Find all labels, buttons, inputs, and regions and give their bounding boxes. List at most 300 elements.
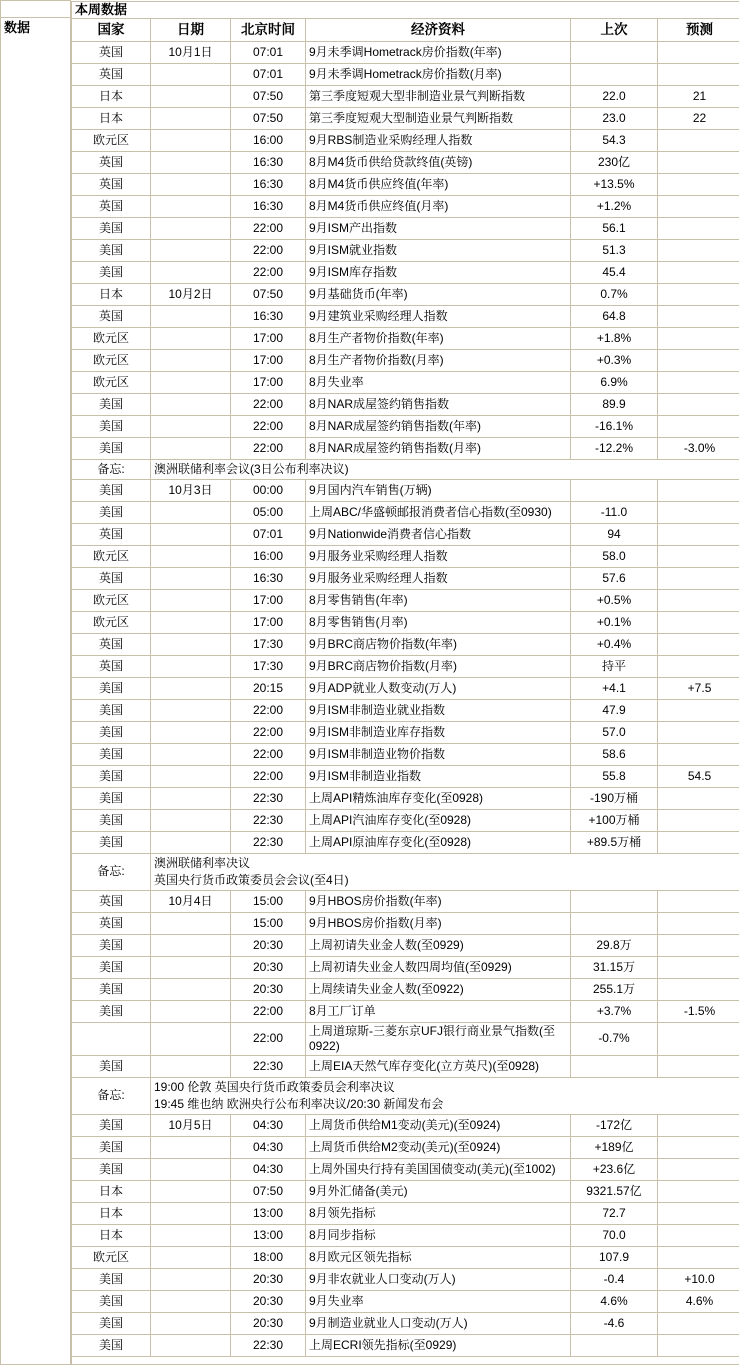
cell-previous: -4.6 [571, 1312, 658, 1334]
cell-event: 9月ADP就业人数变动(万人) [306, 677, 571, 699]
cell-country: 英国 [72, 41, 151, 63]
cell-time: 17:00 [231, 589, 306, 611]
cell-event: 8月生产者物价指数(年率) [306, 327, 571, 349]
cell-previous: -0.4 [571, 1268, 658, 1290]
cell-date [151, 1180, 231, 1202]
cell-date [151, 151, 231, 173]
cell-date [151, 349, 231, 371]
cell-time: 22:00 [231, 743, 306, 765]
table-row [72, 327, 739, 349]
cell-time: 22:30 [231, 1334, 306, 1356]
cell-forecast [658, 195, 739, 217]
cell-date [151, 1000, 231, 1022]
cell-date [151, 677, 231, 699]
memo-line: 19:00 伦敦 英国央行货币政策委员会利率决议 [154, 1079, 738, 1096]
cell-forecast [658, 239, 739, 261]
cell-time: 07:50 [231, 1180, 306, 1202]
cell-event: 8月同步指标 [306, 1224, 571, 1246]
cell-event: 第三季度短观大型制造业景气判断指数 [306, 107, 571, 129]
cell-country: 美国 [72, 1158, 151, 1180]
cell-time: 07:01 [231, 523, 306, 545]
cell-country: 美国 [72, 1000, 151, 1022]
cell-time: 04:30 [231, 1114, 306, 1136]
cell-forecast [658, 743, 739, 765]
memo-text [151, 1077, 739, 1114]
cell-time: 07:01 [231, 41, 306, 63]
cell-time: 22:00 [231, 699, 306, 721]
cell-event: 9月ISM就业指数 [306, 239, 571, 261]
memo-line: 澳洲联储利率决议 [154, 855, 738, 872]
cell-time: 22:00 [231, 239, 306, 261]
cell-time: 18:00 [231, 1246, 306, 1268]
cell-time: 20:30 [231, 1290, 306, 1312]
cell-date [151, 978, 231, 1000]
cell-date [151, 1022, 231, 1055]
cell-previous: +189亿 [571, 1136, 658, 1158]
cell-country: 日本 [72, 107, 151, 129]
cell-time: 22:00 [231, 261, 306, 283]
cell-previous: 56.1 [571, 217, 658, 239]
cell-date [151, 611, 231, 633]
cell-country: 美国 [72, 978, 151, 1000]
cell-event: 9月ISM非制造业库存指数 [306, 721, 571, 743]
cell-event: 上周ABC/华盛顿邮报消费者信心指数(至0930) [306, 501, 571, 523]
cell-previous [571, 1055, 658, 1077]
cell-country: 美国 [72, 1268, 151, 1290]
cell-time: 07:01 [231, 63, 306, 85]
cell-date [151, 523, 231, 545]
cell-previous: 47.9 [571, 699, 658, 721]
cell-time: 17:00 [231, 349, 306, 371]
cell-previous: 255.1万 [571, 978, 658, 1000]
cell-time: 07:50 [231, 85, 306, 107]
table-row [72, 677, 739, 699]
table-row [72, 934, 739, 956]
cell-forecast [658, 589, 739, 611]
cell-date [151, 261, 231, 283]
cell-date [151, 1246, 231, 1268]
table-bottom-filler [72, 1356, 739, 1364]
cell-event: 上周初请失业金人数四周均值(至0929) [306, 956, 571, 978]
cell-event: 9月BRC商店物价指数(月率) [306, 655, 571, 677]
table-row [72, 283, 739, 305]
table-title-row [72, 1, 739, 18]
cell-date [151, 195, 231, 217]
cell-country: 美国 [72, 479, 151, 501]
cell-forecast [658, 393, 739, 415]
cell-event: 8月M4货币供应终值(月率) [306, 195, 571, 217]
table-row [72, 151, 739, 173]
cell-time: 17:00 [231, 371, 306, 393]
cell-previous: -11.0 [571, 501, 658, 523]
cell-forecast [658, 934, 739, 956]
column-header-country: 国家 [72, 18, 151, 41]
cell-forecast [658, 217, 739, 239]
cell-event: 9月Nationwide消费者信心指数 [306, 523, 571, 545]
cell-forecast [658, 1136, 739, 1158]
table-row [72, 567, 739, 589]
cell-event: 9月ISM产出指数 [306, 217, 571, 239]
cell-time: 20:30 [231, 934, 306, 956]
cell-time: 16:30 [231, 195, 306, 217]
cell-forecast [658, 1202, 739, 1224]
cell-previous: 70.0 [571, 1224, 658, 1246]
cell-time: 16:30 [231, 151, 306, 173]
cell-event: 8月失业率 [306, 371, 571, 393]
cell-date [151, 787, 231, 809]
table-row [72, 1334, 739, 1356]
table-row [72, 371, 739, 393]
cell-forecast [658, 415, 739, 437]
cell-country: 英国 [72, 890, 151, 912]
cell-forecast [658, 41, 739, 63]
cell-forecast [658, 655, 739, 677]
cell-country: 美国 [72, 437, 151, 459]
cell-date [151, 721, 231, 743]
cell-event: 8月领先指标 [306, 1202, 571, 1224]
table-row [72, 611, 739, 633]
cell-forecast [658, 978, 739, 1000]
cell-forecast [658, 1158, 739, 1180]
cell-previous: 51.3 [571, 239, 658, 261]
cell-previous: 107.9 [571, 1246, 658, 1268]
cell-forecast: 22 [658, 107, 739, 129]
cell-country: 美国 [72, 699, 151, 721]
cell-forecast [658, 890, 739, 912]
cell-event: 9月HBOS房价指数(年率) [306, 890, 571, 912]
cell-country: 美国 [72, 934, 151, 956]
cell-event: 8月生产者物价指数(月率) [306, 349, 571, 371]
cell-previous: +100万桶 [571, 809, 658, 831]
table-row [72, 1268, 739, 1290]
cell-time: 16:00 [231, 129, 306, 151]
cell-previous: 55.8 [571, 765, 658, 787]
cell-time: 16:00 [231, 545, 306, 567]
cell-forecast [658, 1312, 739, 1334]
cell-forecast [658, 809, 739, 831]
cell-previous: 23.0 [571, 107, 658, 129]
cell-forecast [658, 831, 739, 853]
table-row [72, 1290, 739, 1312]
memo-text [151, 853, 739, 890]
cell-previous: 45.4 [571, 261, 658, 283]
cell-country: 英国 [72, 567, 151, 589]
cell-country: 英国 [72, 305, 151, 327]
cell-previous: 29.8万 [571, 934, 658, 956]
table-row [72, 239, 739, 261]
cell-event: 9月非农就业人口变动(万人) [306, 1268, 571, 1290]
table-row [72, 890, 739, 912]
cell-time: 05:00 [231, 501, 306, 523]
table-row [72, 523, 739, 545]
cell-forecast [658, 305, 739, 327]
cell-forecast [658, 327, 739, 349]
cell-country: 美国 [72, 787, 151, 809]
table-row [72, 129, 739, 151]
cell-previous: +0.3% [571, 349, 658, 371]
cell-event: 8月零售销售(月率) [306, 611, 571, 633]
memo-row [72, 459, 739, 479]
cell-event: 9月ISM非制造业指数 [306, 765, 571, 787]
table-row [72, 501, 739, 523]
cell-previous [571, 912, 658, 934]
cell-event: 8月零售销售(年率) [306, 589, 571, 611]
cell-date [151, 1290, 231, 1312]
cell-time: 22:00 [231, 1000, 306, 1022]
cell-date [151, 129, 231, 151]
cell-forecast [658, 371, 739, 393]
cell-date [151, 85, 231, 107]
cell-previous: +23.6亿 [571, 1158, 658, 1180]
cell-country: 美国 [72, 1312, 151, 1334]
cell-forecast [658, 523, 739, 545]
cell-event: 9月RBS制造业采购经理人指数 [306, 129, 571, 151]
cell-previous: 6.9% [571, 371, 658, 393]
cell-country: 美国 [72, 1290, 151, 1312]
cell-event: 上周API原油库存变化(至0928) [306, 831, 571, 853]
cell-date [151, 1312, 231, 1334]
cell-event: 8月NAR成屋签约销售指数(月率) [306, 437, 571, 459]
economic-calendar-table [71, 1, 739, 1365]
cell-event: 8月M4货币供应终值(年率) [306, 173, 571, 195]
cell-country: 美国 [72, 677, 151, 699]
cell-time: 07:50 [231, 283, 306, 305]
cell-date: 10月1日 [151, 41, 231, 63]
table-row [72, 699, 739, 721]
cell-country: 美国 [72, 956, 151, 978]
cell-country: 美国 [72, 743, 151, 765]
cell-country: 美国 [72, 217, 151, 239]
cell-forecast: -3.0% [658, 437, 739, 459]
cell-country: 欧元区 [72, 327, 151, 349]
cell-date [151, 934, 231, 956]
cell-forecast: -1.5% [658, 1000, 739, 1022]
cell-previous [571, 479, 658, 501]
cell-event: 8月M4货币供给贷款终值(英镑) [306, 151, 571, 173]
gutter-top-spacer [1, 1, 71, 18]
cell-event: 上周EIA天然气库存变化(立方英尺)(至0928) [306, 1055, 571, 1077]
cell-date [151, 1268, 231, 1290]
cell-date [151, 437, 231, 459]
cell-previous: 31.15万 [571, 956, 658, 978]
cell-country: 日本 [72, 1202, 151, 1224]
cell-forecast [658, 349, 739, 371]
cell-country: 英国 [72, 173, 151, 195]
table-row [72, 978, 739, 1000]
cell-date [151, 1202, 231, 1224]
table-bottom-filler-cell [72, 1356, 739, 1364]
cell-forecast [658, 129, 739, 151]
cell-forecast: +7.5 [658, 677, 739, 699]
cell-date [151, 912, 231, 934]
table-row [72, 1000, 739, 1022]
cell-date [151, 765, 231, 787]
cell-time: 20:15 [231, 677, 306, 699]
cell-forecast [658, 501, 739, 523]
cell-forecast [658, 151, 739, 173]
cell-country: 美国 [72, 1055, 151, 1077]
cell-forecast [658, 912, 739, 934]
cell-forecast [658, 567, 739, 589]
cell-forecast: +10.0 [658, 1268, 739, 1290]
column-header-time: 北京时间 [231, 18, 306, 41]
cell-time: 20:30 [231, 1268, 306, 1290]
cell-forecast [658, 787, 739, 809]
cell-previous: +0.1% [571, 611, 658, 633]
column-header-forecast: 预测 [658, 18, 739, 41]
table-row [72, 545, 739, 567]
cell-forecast [658, 479, 739, 501]
memo-row [72, 853, 739, 890]
table-row [72, 765, 739, 787]
cell-date [151, 633, 231, 655]
table-row [72, 217, 739, 239]
cell-date [151, 956, 231, 978]
cell-forecast [658, 545, 739, 567]
cell-date [151, 589, 231, 611]
cell-country: 美国 [72, 809, 151, 831]
cell-previous: -190万桶 [571, 787, 658, 809]
table-row [72, 1055, 739, 1077]
cell-forecast [658, 1224, 739, 1246]
cell-event: 8月工厂订单 [306, 1000, 571, 1022]
cell-previous: 22.0 [571, 85, 658, 107]
cell-date [151, 809, 231, 831]
cell-country: 英国 [72, 523, 151, 545]
memo-line: 英国央行货币政策委员会会议(至4日) [154, 872, 738, 889]
table-row [72, 261, 739, 283]
cell-time: 15:00 [231, 890, 306, 912]
cell-country: 英国 [72, 633, 151, 655]
cell-previous: +1.8% [571, 327, 658, 349]
cell-date: 10月2日 [151, 283, 231, 305]
cell-date [151, 1055, 231, 1077]
cell-event: 9月基础货币(年率) [306, 283, 571, 305]
cell-time: 15:00 [231, 912, 306, 934]
table-row [72, 787, 739, 809]
cell-time: 22:30 [231, 1055, 306, 1077]
cell-event: 9月服务业采购经理人指数 [306, 545, 571, 567]
cell-previous: +0.5% [571, 589, 658, 611]
cell-time: 17:30 [231, 633, 306, 655]
cell-time: 04:30 [231, 1158, 306, 1180]
table-row [72, 63, 739, 85]
cell-previous: 4.6% [571, 1290, 658, 1312]
cell-country: 欧元区 [72, 349, 151, 371]
cell-previous: 64.8 [571, 305, 658, 327]
cell-previous: 9321.57亿 [571, 1180, 658, 1202]
table-row [72, 393, 739, 415]
cell-date: 10月3日 [151, 479, 231, 501]
cell-date: 10月4日 [151, 890, 231, 912]
cell-date: 10月5日 [151, 1114, 231, 1136]
cell-time: 16:30 [231, 305, 306, 327]
grid-host-cell [71, 1, 739, 1365]
cell-date [151, 567, 231, 589]
cell-event: 8月NAR成屋签约销售指数(年率) [306, 415, 571, 437]
table-row [72, 1180, 739, 1202]
cell-country [72, 1022, 151, 1055]
table-row [72, 349, 739, 371]
cell-time: 07:50 [231, 107, 306, 129]
table-row [72, 1022, 739, 1055]
cell-date [151, 173, 231, 195]
cell-time: 20:30 [231, 956, 306, 978]
cell-country: 日本 [72, 85, 151, 107]
table-row [72, 437, 739, 459]
cell-previous: 94 [571, 523, 658, 545]
cell-country: 美国 [72, 1114, 151, 1136]
cell-country: 美国 [72, 393, 151, 415]
cell-country: 欧元区 [72, 371, 151, 393]
cell-country: 美国 [72, 239, 151, 261]
cell-event: 上周API精炼油库存变化(至0928) [306, 787, 571, 809]
cell-forecast [658, 611, 739, 633]
cell-previous: -0.7% [571, 1022, 658, 1055]
row-group-label-cell [1, 18, 71, 1365]
cell-forecast [658, 1180, 739, 1202]
cell-previous: 58.6 [571, 743, 658, 765]
cell-time: 22:00 [231, 437, 306, 459]
cell-time: 22:00 [231, 1022, 306, 1055]
cell-time: 22:00 [231, 765, 306, 787]
table-row [72, 655, 739, 677]
cell-time: 22:00 [231, 393, 306, 415]
cell-event: 9月外汇储备(美元) [306, 1180, 571, 1202]
cell-forecast [658, 633, 739, 655]
cell-event: 9月HBOS房价指数(月率) [306, 912, 571, 934]
memo-label: 备忘: [72, 1077, 151, 1114]
cell-time: 16:30 [231, 173, 306, 195]
cell-forecast [658, 1055, 739, 1077]
cell-date [151, 1224, 231, 1246]
table-row [72, 85, 739, 107]
cell-previous: 230亿 [571, 151, 658, 173]
cell-country: 美国 [72, 261, 151, 283]
table-row [72, 1202, 739, 1224]
cell-country: 英国 [72, 655, 151, 677]
cell-date [151, 743, 231, 765]
table-row [72, 1114, 739, 1136]
cell-country: 欧元区 [72, 589, 151, 611]
cell-forecast [658, 1334, 739, 1356]
cell-event: 上周外国央行持有美国国债变动(美元)(至1002) [306, 1158, 571, 1180]
memo-label: 备忘: [72, 459, 151, 479]
cell-previous: -12.2% [571, 437, 658, 459]
table-row [72, 41, 739, 63]
cell-event: 9月国内汽车销售(万辆) [306, 479, 571, 501]
cell-time: 00:00 [231, 479, 306, 501]
cell-forecast [658, 1114, 739, 1136]
cell-time: 22:00 [231, 217, 306, 239]
cell-event: 9月ISM库存指数 [306, 261, 571, 283]
cell-previous: 57.0 [571, 721, 658, 743]
cell-forecast [658, 283, 739, 305]
cell-country: 欧元区 [72, 129, 151, 151]
cell-time: 17:00 [231, 327, 306, 349]
memo-row [72, 1077, 739, 1114]
table-row [72, 1136, 739, 1158]
cell-event: 9月未季调Hometrack房价指数(月率) [306, 63, 571, 85]
cell-time: 13:00 [231, 1202, 306, 1224]
table-row [72, 305, 739, 327]
cell-date [151, 1334, 231, 1356]
cell-date [151, 545, 231, 567]
cell-time: 16:30 [231, 567, 306, 589]
cell-forecast: 4.6% [658, 1290, 739, 1312]
table-row [72, 173, 739, 195]
table-header-row [72, 18, 739, 41]
